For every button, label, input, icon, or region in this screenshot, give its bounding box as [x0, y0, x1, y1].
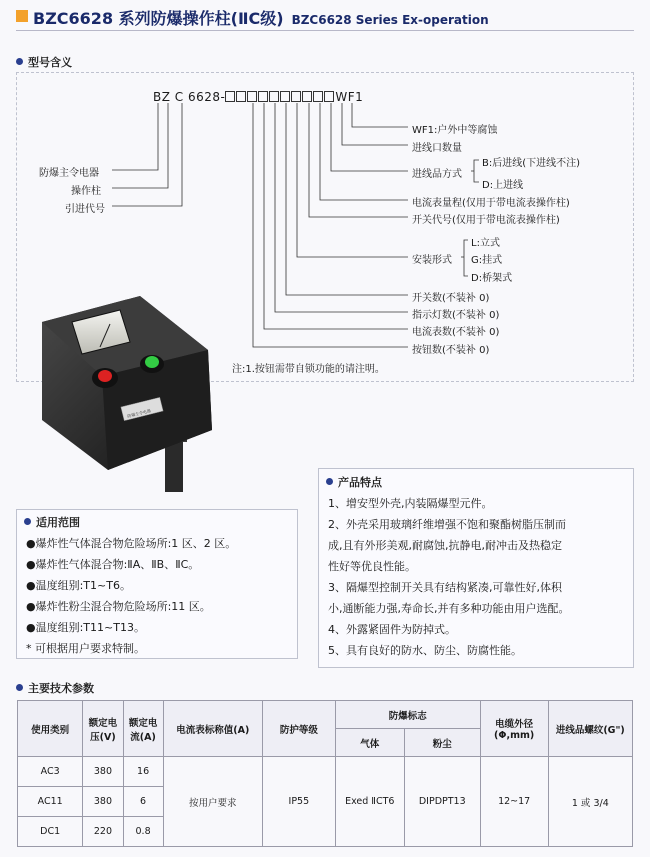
label-mount-l: L:立式	[471, 238, 500, 249]
label-switch-code: 开关代号(仅用于带电流表操作柱)	[412, 215, 560, 226]
list-item: 4、外露紧固件为防掉式。	[328, 623, 456, 636]
cell-voltage: 380	[83, 787, 123, 817]
label-entry-b: B:后进线(下进线不注)	[482, 158, 581, 169]
cell-voltage: 220	[83, 817, 123, 847]
header-protection: 防护等级	[262, 701, 335, 757]
label-ammeters: 电流表数(不装补 0)	[412, 327, 500, 338]
cell-current: 6	[123, 787, 163, 817]
model-section-title: 型号含义	[16, 54, 72, 70]
list-item: ●爆炸性气体混合物危险场所:1 区、2 区。	[26, 537, 237, 550]
list-item: ●爆炸性气体混合物:ⅡA、ⅡB、ⅡC。	[26, 558, 200, 571]
header-category: 使用类别	[18, 701, 83, 757]
scope-list	[26, 533, 236, 659]
list-item: 2、外壳采用玻璃纤维增强不饱和聚酯树脂压制而	[328, 518, 566, 531]
header-voltage: 额定电压(V)	[83, 701, 123, 757]
label-import-code: 引进代号	[65, 204, 105, 215]
list-item: 3、隔爆型控制开关具有结构紧凑,可靠性好,体积	[328, 581, 562, 594]
header-ex-mark: 防爆标志	[335, 701, 480, 729]
cell-cable-od: 12~17	[480, 757, 548, 847]
params-section-title: 主要技术参数	[16, 680, 94, 696]
list-item: ●温度组别:T1~T6。	[26, 579, 131, 592]
label-ammeter-range: 电流表量程(仅用于带电流表操作柱)	[412, 198, 570, 209]
model-code: BZ C 6628- WF1	[153, 90, 364, 104]
list-item: * 可根据用户要求特制。	[26, 642, 145, 655]
list-item: 小,通断能力强,寿命长,并有多种功能由用户选配。	[328, 602, 570, 615]
label-lamps: 指示灯数(不装补 0)	[412, 310, 500, 321]
cell-category: DC1	[18, 817, 83, 847]
nameplate-text: 防爆主令电器	[126, 408, 152, 419]
label-entry-d: D:上进线	[482, 180, 524, 191]
list-item: 成,且有外形美观,耐腐蚀,抗静电,耐冲击及热稳定	[328, 539, 562, 552]
bullet-icon	[326, 478, 333, 485]
features-title: 产品特点	[326, 474, 382, 490]
scope-title: 适用范围	[24, 514, 80, 530]
label-mount-d: D:桥架式	[471, 273, 513, 284]
list-item: ●温度组别:T11~T13。	[26, 621, 145, 634]
list-item: 性好等优良性能。	[328, 560, 416, 573]
product-image	[30, 292, 230, 502]
cell-thread: 1 或 3/4	[548, 757, 632, 847]
page-title: BZC6628 系列防爆操作柱(ⅡC级) BZC6628 Series Ex-operation	[33, 9, 489, 28]
cell-gas: Exed ⅡCT6	[335, 757, 404, 847]
bullet-icon	[16, 684, 23, 691]
header-cable-od: 电缆外径(Φ,mm)	[480, 701, 548, 757]
cell-voltage: 380	[83, 757, 123, 787]
cell-category: AC3	[18, 757, 83, 787]
label-explosion-proof-device: 防爆主令电器	[39, 168, 99, 179]
label-operation-column: 操作柱	[71, 186, 101, 197]
label-mount-g: G:挂式	[471, 255, 503, 266]
header-ammeter: 电流表标称值(A)	[163, 701, 262, 757]
cell-dust: DIPDPT13	[404, 757, 480, 847]
list-item: ●爆炸性粉尘混合物危险场所:11 区。	[26, 600, 211, 613]
label-buttons: 按钮数(不装补 0)	[412, 345, 490, 356]
cell-protection: IP55	[262, 757, 335, 847]
header-dust: 粉尘	[404, 729, 480, 757]
header-thread: 进线品螺纹(G")	[548, 701, 632, 757]
cell-category: AC11	[18, 787, 83, 817]
bullet-icon	[24, 518, 31, 525]
label-mount: 安装形式	[412, 255, 452, 266]
cell-ammeter: 按用户要求	[163, 757, 262, 847]
cell-current: 0.8	[123, 817, 163, 847]
label-cable-entries: 进线口数量	[412, 143, 462, 154]
header-gas: 气体	[335, 729, 404, 757]
label-wf1: WF1:户外中等腐蚀	[412, 125, 498, 136]
header-current: 额定电流(A)	[123, 701, 163, 757]
params-table	[17, 700, 633, 847]
model-note: 注:1.按钮需带自锁功能的请注明。	[232, 364, 385, 375]
list-item: 1、增安型外壳,内装隔爆型元件。	[328, 497, 493, 510]
list-item: 5、具有良好的防水、防尘、防腐性能。	[328, 644, 522, 657]
features-list	[328, 493, 570, 661]
label-entry-method: 进线品方式	[412, 169, 462, 180]
cell-current: 16	[123, 757, 163, 787]
label-switches: 开关数(不装补 0)	[412, 293, 490, 304]
table-row	[18, 757, 633, 787]
